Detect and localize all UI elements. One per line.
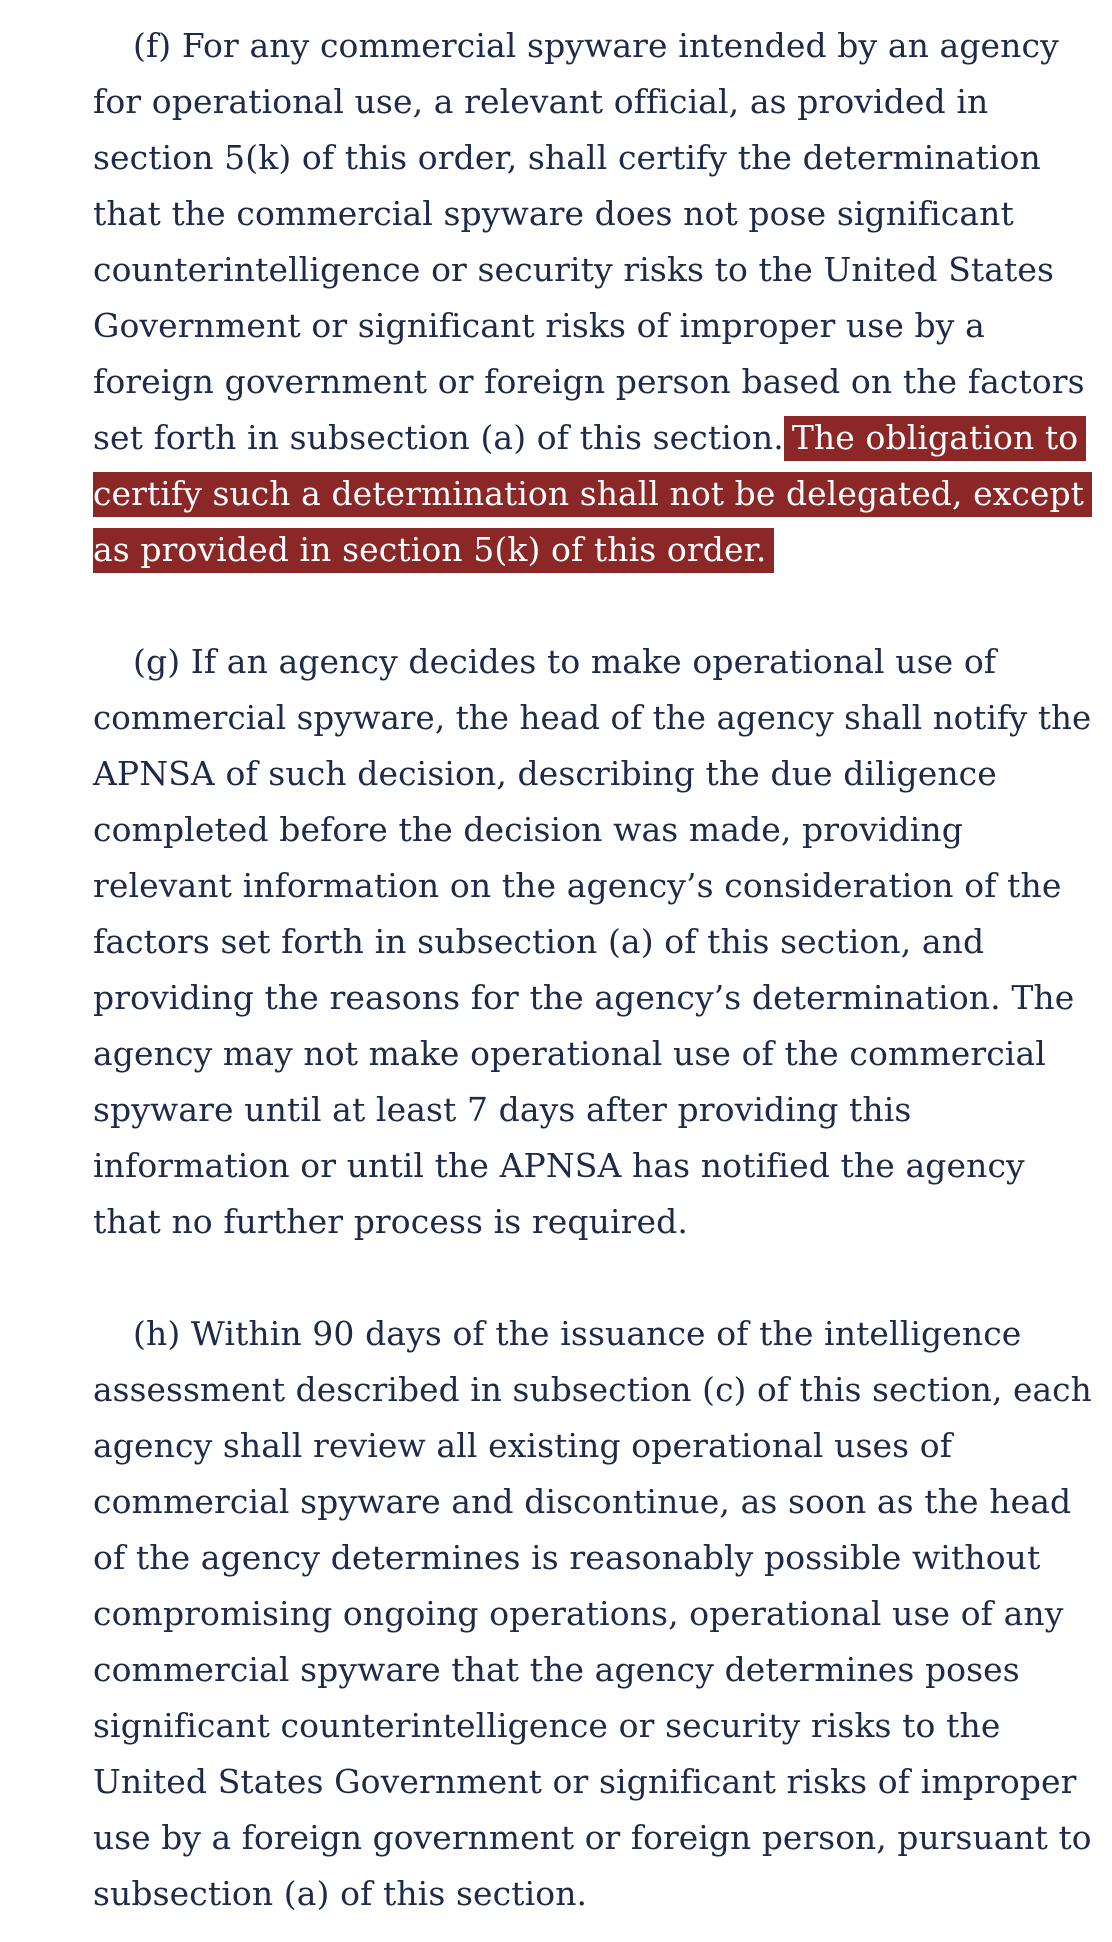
paragraph-f-line [93, 410, 1079, 466]
paragraph-g-line: that no further process is required. [93, 1202, 688, 1241]
paragraph-g-line: relevant information on the agency’s consideration of the [93, 866, 1062, 905]
paragraph-g-line: (g) If an agency decides to make operational use of [133, 642, 997, 681]
highlighted-text: certify such a determination shall not be delegated, except [93, 472, 1092, 517]
paragraph-h-line: significant counterintelligence or security risks to the [93, 1706, 1001, 1745]
paragraph-g-line: spyware until at least 7 days after providing this [93, 1090, 912, 1129]
paragraph-f-line: Government or significant risks of improper use by a [93, 306, 985, 345]
paragraph-h [93, 1306, 1092, 1922]
paragraph-h-line: (h) Within 90 days of the issuance of the intelligence [133, 1314, 1022, 1353]
highlighted-text: as provided in section 5(k) of this order. [93, 528, 774, 573]
paragraph-f-line: for operational use, a relevant official, as provided in [93, 82, 989, 121]
paragraph-h-line: commercial spyware and discontinue, as soon as the head [93, 1482, 1072, 1521]
paragraph-f-line: foreign government or foreign person based on the factors [93, 362, 1085, 401]
paragraph-g-line: providing the reasons for the agency’s determination. The [93, 978, 1075, 1017]
paragraph-f-line: (f) For any commercial spyware intended by an agency [133, 26, 1059, 65]
document-body [93, 18, 1092, 1922]
paragraph-g-line: completed before the decision was made, providing [93, 810, 963, 849]
paragraph-g-line: information or until the APNSA has notified the agency [93, 1146, 1025, 1185]
paragraph-h-line: of the agency determines is reasonably possible without [93, 1538, 1041, 1577]
paragraph-h-line: commercial spyware that the agency determines poses [93, 1650, 1020, 1689]
paragraph-gap [93, 1250, 1033, 1306]
paragraph-f [93, 18, 1085, 578]
highlighted-text: The obligation to [784, 416, 1086, 461]
paragraph-g-line: commercial spyware, the head of the agency shall notify the [93, 699, 1092, 737]
paragraph-g-line: APNSA of such decision, describing the due diligence [93, 754, 997, 793]
paragraph-f-line: section 5(k) of this order, shall certify the determination [93, 138, 1041, 177]
paragraph-h-line: use by a foreign government or foreign person, pursuant to [93, 1819, 1092, 1857]
paragraph-g-line: agency may not make operational use of the commercial [93, 1034, 1046, 1073]
paragraph-f-line [93, 522, 1033, 578]
paragraph-f-line [93, 466, 1084, 522]
paragraph-f-line: that the commercial spyware does not pose significant [93, 194, 1014, 233]
paragraph-h-line: assessment described in subsection (c) of this section, each [93, 1371, 1092, 1409]
paragraph-f-plain-text: set forth in subsection (a) of this section. [93, 418, 784, 457]
paragraph-h-line: agency shall review all existing operational uses of [93, 1426, 953, 1465]
paragraph-gap [93, 578, 1033, 634]
paragraph-g-line: factors set forth in subsection (a) of this section, and [93, 922, 985, 961]
paragraph-h-line: compromising ongoing operations, operational use of any [93, 1594, 1064, 1633]
paragraph-h-line: subsection (a) of this section. [93, 1874, 588, 1913]
paragraph-g [93, 634, 1092, 1250]
paragraph-h-line: United States Government or significant risks of improper [93, 1762, 1077, 1801]
paragraph-f-line: counterintelligence or security risks to the United States [93, 250, 1055, 289]
